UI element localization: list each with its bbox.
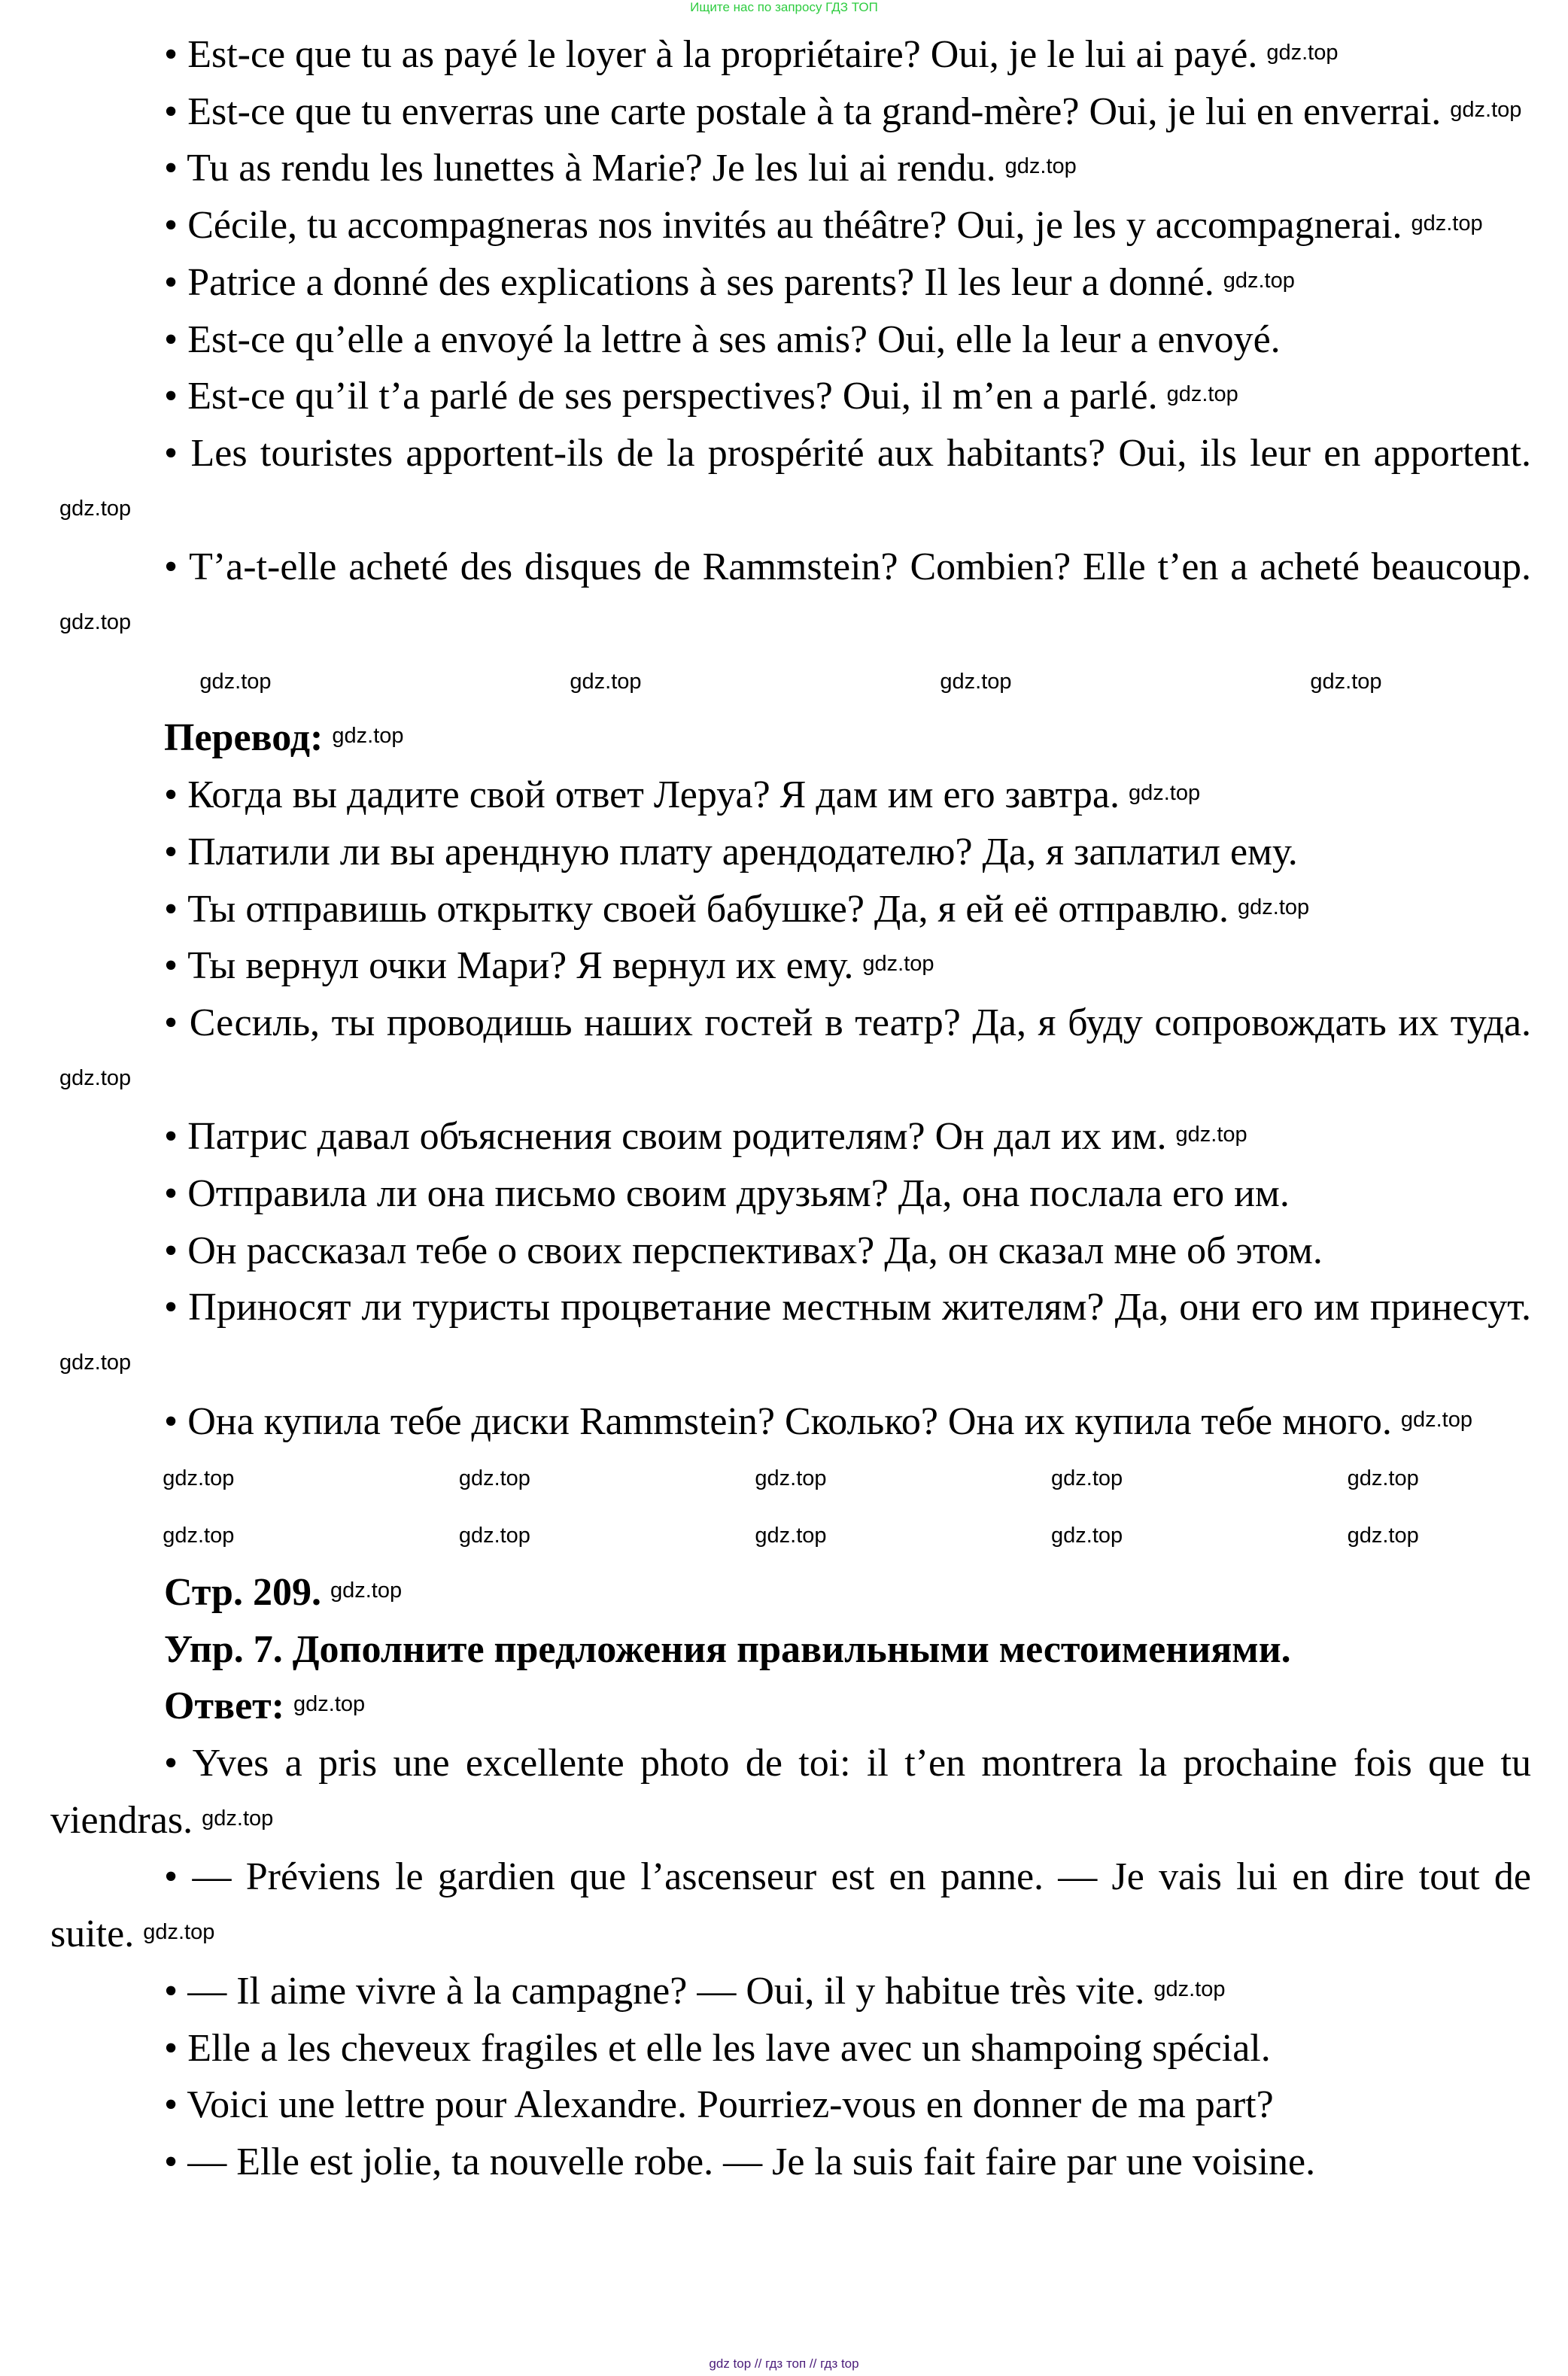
- watermark: gdz.top: [1166, 382, 1238, 407]
- answer-sentence: [50, 2077, 1531, 2134]
- watermark: gdz.top: [1400, 1407, 1472, 1432]
- watermark-row: [50, 1451, 1531, 1508]
- answer-sentence: [50, 1963, 1531, 2020]
- translation-sentence: [50, 824, 1531, 881]
- watermark: gdz.top: [755, 1524, 827, 1548]
- answer-sentence: [50, 1735, 1531, 1849]
- watermark: gdz.top: [1411, 211, 1483, 236]
- footer-banner: gdz top // гдз топ // гдз top: [709, 2356, 859, 2371]
- french-sentence: [50, 539, 1531, 652]
- exercise-title: [50, 1621, 1531, 1679]
- watermark: gdz.top: [1347, 1524, 1419, 1548]
- watermark: gdz.top: [458, 1524, 530, 1548]
- watermark: gdz.top: [59, 1351, 132, 1375]
- sentence-text: • Tu as rendu les lunettes à Marie? Je les lui ai rendu.: [164, 147, 996, 190]
- sentence-text: • Patrice a donné des explications à ses parents? Il les leur a donné.: [164, 260, 1214, 304]
- sentence-text: • Платили ли вы арендную плату арендодателю? Да, я заплатил ему.: [164, 830, 1298, 874]
- sentence-text: • Les touristes apportent-ils de la prospérité aux habitants? Oui, ils leur en apportent.: [164, 431, 1531, 475]
- sentence-text: • Cécile, tu accompagneras nos invités au théâtre? Oui, je les y accompagnerai.: [164, 204, 1402, 248]
- sentence-text: • Отправила ли она письмо своим друзьям? Да, она послала его им.: [164, 1172, 1290, 1216]
- search-banner: Ищите нас по запросу ГДЗ ТОП: [690, 0, 878, 14]
- sentence-text: • Elle a les cheveux fragiles et elle les lave avec un shampoing spécial.: [164, 2026, 1271, 2070]
- document-body: [50, 26, 1531, 2191]
- watermark: gdz.top: [59, 496, 132, 521]
- french-sentence: [50, 254, 1531, 311]
- translation-sentence: [50, 881, 1531, 938]
- french-sentence: [50, 368, 1531, 425]
- watermark: gdz.top: [1128, 781, 1201, 806]
- watermark: gdz.top: [199, 669, 272, 694]
- answer-sentence: [50, 2134, 1531, 2191]
- sentence-text: • Est-ce que tu enverras une carte postale à ta grand-mère? Oui, je lui en enverrai.: [164, 90, 1442, 133]
- french-sentence: [50, 311, 1531, 369]
- translation-sentence: [50, 995, 1531, 1108]
- watermark: gdz.top: [59, 610, 132, 635]
- watermark: gdz.top: [1266, 41, 1339, 65]
- sentence-text: • — Il aime vivre à la campagne? — Oui, il y habitue très vite.: [164, 1969, 1145, 2013]
- watermark: gdz.top: [1004, 154, 1077, 179]
- watermark-row: [50, 1507, 1531, 1564]
- heading-text: Перевод:: [164, 716, 324, 760]
- watermark: gdz.top: [1310, 669, 1382, 694]
- french-sentence: [50, 197, 1531, 254]
- watermark: gdz.top: [163, 1466, 235, 1491]
- watermark: gdz.top: [458, 1466, 530, 1491]
- answer-heading: [50, 1678, 1531, 1735]
- translation-sentence: [50, 1165, 1531, 1223]
- sentence-text: • Est-ce que tu as payé le loyer à la propriétaire? Oui, je le lui ai payé.: [164, 33, 1258, 76]
- sentence-text: • Voici une lettre pour Alexandre. Pourriez-vous en donner de ma part?: [164, 2083, 1274, 2127]
- page-reference-text: Стр. 209.: [164, 1570, 321, 1614]
- sentence-text: • — Elle est jolie, ta nouvelle robe. — Je la suis fait faire par une voisine.: [164, 2140, 1316, 2183]
- watermark: gdz.top: [330, 1578, 403, 1603]
- watermark: gdz.top: [1153, 1976, 1226, 2001]
- french-sentence: [50, 140, 1531, 197]
- answer-sentence: [50, 1849, 1531, 1962]
- watermark: gdz.top: [1347, 1466, 1419, 1491]
- watermark: gdz.top: [202, 1806, 274, 1831]
- watermark: gdz.top: [755, 1466, 827, 1491]
- sentence-text: • Yves a pris une excellente photo de toi: il t’en montrera la prochaine fois que tu viendras.: [50, 1742, 1531, 1842]
- translation-sentence: [50, 1279, 1531, 1393]
- watermark-row: [50, 653, 1531, 710]
- sentence-text: • Он рассказал тебе о своих перспективах? Да, он сказал мне об этом.: [164, 1229, 1323, 1272]
- sentence-text: • Est-ce qu’il t’a parlé de ses perspectives? Oui, il m’en a parlé.: [164, 375, 1158, 418]
- watermark: gdz.top: [570, 669, 642, 694]
- sentence-text: • Ты вернул очки Мари? Я вернул их ему.: [164, 944, 854, 988]
- translation-sentence: [50, 937, 1531, 995]
- exercise-title-text: Упр. 7. Дополните предложения правильными местоимениями.: [164, 1627, 1291, 1671]
- sentence-text: • — Préviens le gardien que l’ascenseur est en panne. — Je vais lui en dire tout de suite.: [50, 1855, 1531, 1956]
- watermark: gdz.top: [1238, 895, 1310, 919]
- watermark: gdz.top: [163, 1524, 235, 1548]
- sentence-text: • Est-ce qu’elle a envoyé la lettre à ses amis? Oui, elle la leur a envoyé.: [164, 318, 1281, 361]
- watermark: gdz.top: [862, 952, 934, 977]
- translation-sentence: [50, 1108, 1531, 1165]
- page-reference: [50, 1564, 1531, 1621]
- watermark: gdz.top: [143, 1920, 215, 1945]
- watermark: gdz.top: [1175, 1123, 1247, 1147]
- sentence-text: • Когда вы дадите свой ответ Леруа? Я дам им его завтра.: [164, 773, 1120, 817]
- watermark: gdz.top: [1051, 1466, 1123, 1491]
- translation-sentence: [50, 767, 1531, 824]
- watermark: gdz.top: [1223, 268, 1295, 293]
- sentence-text: • Сесиль, ты проводишь наших гостей в театр? Да, я буду сопровождать их туда.: [164, 1001, 1531, 1044]
- translation-sentence: [50, 1393, 1531, 1451]
- watermark: gdz.top: [1450, 97, 1522, 122]
- sentence-text: • Она купила тебе диски Rammstein? Сколько? Она их купила тебе много.: [164, 1399, 1392, 1443]
- watermark: gdz.top: [332, 724, 404, 749]
- answer-sentence: [50, 2020, 1531, 2077]
- french-sentence: [50, 26, 1531, 84]
- watermark: gdz.top: [940, 669, 1012, 694]
- french-sentence: [50, 84, 1531, 141]
- sentence-text: • Приносят ли туристы процветание местным жителям? Да, они его им принесут.: [164, 1286, 1531, 1329]
- answer-heading-text: Ответ:: [164, 1685, 285, 1728]
- watermark: gdz.top: [293, 1692, 366, 1717]
- translation-sentence: [50, 1223, 1531, 1280]
- translation-heading: [50, 709, 1531, 767]
- sentence-text: • Патрис давал объяснения своим родителям? Он дал их им.: [164, 1115, 1167, 1159]
- watermark: gdz.top: [1051, 1524, 1123, 1548]
- watermark: gdz.top: [59, 1065, 132, 1090]
- french-sentence: [50, 425, 1531, 539]
- sentence-text: • Ты отправишь открытку своей бабушке? Да, я ей её отправлю.: [164, 887, 1229, 931]
- sentence-text: • T’a-t-elle acheté des disques de Rammstein? Combien? Elle t’en a acheté beaucoup.: [164, 545, 1531, 589]
